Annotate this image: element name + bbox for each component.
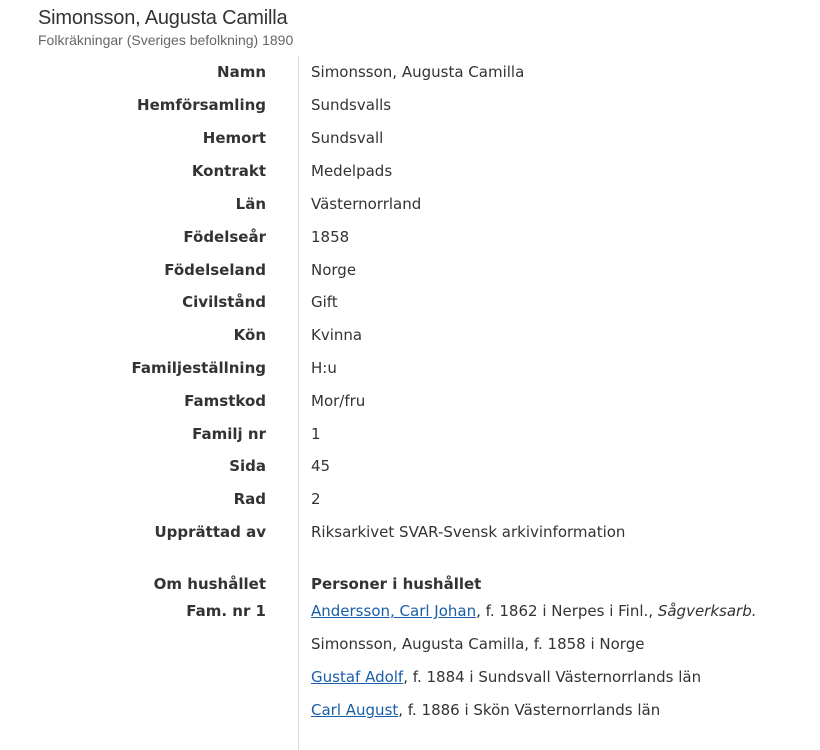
household-fam-label: Fam. nr 1 — [186, 602, 266, 620]
field-label: Hemort — [202, 129, 266, 147]
household-persons-label: Personer i hushållet — [311, 575, 482, 593]
field-value: 45 — [311, 457, 331, 475]
household-person-row — [0, 667, 820, 700]
field-value: Norge — [311, 261, 357, 279]
field-value: H:u — [311, 359, 337, 377]
household-person — [311, 634, 644, 654]
household-about-label: Om hushållet — [153, 575, 266, 593]
field-value: Mor/fru — [311, 392, 366, 410]
field-row-sida — [0, 456, 820, 489]
field-row-kontrakt — [0, 161, 820, 194]
field-row-familj-nr — [0, 424, 820, 457]
person-occupation: Sågverksarb. — [657, 602, 757, 620]
field-row-upprattad-av — [0, 522, 820, 555]
field-label: Kontrakt — [191, 162, 266, 180]
source-subtitle: Folkräkningar (Sveriges befolkning) 1890 — [38, 32, 294, 48]
field-label: Födelseår — [183, 228, 266, 246]
field-label: Kön — [233, 326, 266, 344]
field-row-lan — [0, 194, 820, 227]
field-value: 1 — [311, 425, 321, 443]
field-value: 1858 — [311, 228, 350, 246]
household-person-row — [0, 601, 820, 634]
field-label: Familjeställning — [131, 359, 266, 377]
field-label: Namn — [217, 63, 266, 81]
field-label: Sida — [229, 457, 266, 475]
field-label: Hemförsamling — [137, 96, 266, 114]
person-details: Simonsson, Augusta Camilla, f. 1858 i Norge — [311, 635, 645, 653]
household-person-row — [0, 700, 820, 733]
field-value: Simonsson, Augusta Camilla — [311, 63, 525, 81]
field-value: Gift — [311, 293, 338, 311]
field-row-rad — [0, 489, 820, 522]
household-person-row — [0, 634, 820, 667]
field-row-familjestallning — [0, 358, 820, 391]
field-label: Famstkod — [184, 392, 266, 410]
person-link[interactable]: Andersson, Carl Johan — [311, 602, 477, 620]
field-row-civilstand — [0, 292, 820, 325]
field-row-fodelsear — [0, 227, 820, 260]
field-value: Västernorrland — [311, 195, 422, 213]
field-label: Civilstånd — [182, 293, 266, 311]
household-person — [311, 667, 701, 687]
field-row-kon — [0, 325, 820, 358]
person-link[interactable]: Gustaf Adolf — [311, 668, 404, 686]
person-details: , f. 1862 i Nerpes i Finl., — [476, 602, 658, 620]
field-row-hemort — [0, 128, 820, 161]
page-title: Simonsson, Augusta Camilla — [38, 7, 288, 29]
field-row-fodelseland — [0, 260, 820, 293]
record-header — [38, 6, 293, 49]
field-label: Familj nr — [192, 425, 266, 443]
person-details: , f. 1884 i Sundsvall Västernorrlands län — [403, 668, 702, 686]
field-value: 2 — [311, 490, 321, 508]
field-row-hemforsamling — [0, 95, 820, 128]
field-label: Län — [235, 195, 266, 213]
field-value: Sundsvall — [311, 129, 384, 147]
field-value: Kvinna — [311, 326, 363, 344]
field-value: Medelpads — [311, 162, 393, 180]
household-person — [311, 601, 757, 621]
household-person — [311, 700, 660, 720]
field-label: Rad — [233, 490, 266, 508]
field-row-namn — [0, 62, 820, 95]
field-value: Sundsvalls — [311, 96, 392, 114]
field-label: Födelseland — [164, 261, 266, 279]
person-details: , f. 1886 i Skön Västernorrlands län — [398, 701, 661, 719]
field-label: Upprättad av — [154, 523, 266, 541]
field-row-famstkod — [0, 391, 820, 424]
person-link[interactable]: Carl August — [311, 701, 399, 719]
field-value: Riksarkivet SVAR-Svensk arkivinformation — [311, 523, 626, 541]
